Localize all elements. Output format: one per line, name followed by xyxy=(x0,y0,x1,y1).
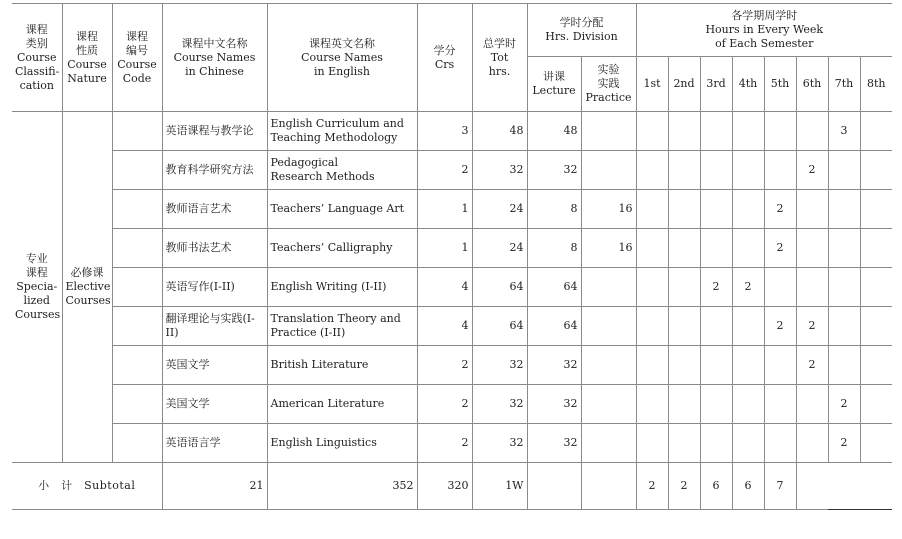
semester-cell: 2 xyxy=(700,268,732,307)
code-cell xyxy=(112,151,162,190)
semester-cell xyxy=(828,151,860,190)
header-lecture: 讲课 Lecture xyxy=(527,57,581,112)
semester-cell xyxy=(764,424,796,463)
semester-cell xyxy=(796,190,828,229)
credits-cell: 2 xyxy=(417,424,472,463)
practice-cell xyxy=(581,268,636,307)
course-name-en: Pedagogical Research Methods xyxy=(267,151,417,190)
course-name-en: American Literature xyxy=(267,385,417,424)
total-hours-cell: 48 xyxy=(472,112,527,151)
semester-cell xyxy=(828,268,860,307)
semester-cell xyxy=(796,112,828,151)
course-name-cn: 翻译理论与实践(I-II) xyxy=(162,307,267,346)
lecture-cell: 32 xyxy=(527,151,581,190)
header-total-hours: 总学时 Tot hrs. xyxy=(472,4,527,112)
semester-cell: 2 xyxy=(796,151,828,190)
semester-cell xyxy=(668,385,700,424)
header-nature: 课程 性质 Course Nature xyxy=(62,4,112,112)
practice-cell xyxy=(581,112,636,151)
semester-cell xyxy=(732,151,764,190)
semester-cell xyxy=(636,424,668,463)
semester-cell xyxy=(700,190,732,229)
semester-cell xyxy=(668,268,700,307)
subtotal-semester-cell xyxy=(796,463,828,510)
semester-cell xyxy=(860,112,892,151)
course-name-en: Teachers’ Language Art xyxy=(267,190,417,229)
semester-cell xyxy=(636,346,668,385)
semester-cell xyxy=(732,307,764,346)
credits-cell: 1 xyxy=(417,190,472,229)
subtotal-semester-cell: 2 xyxy=(636,463,668,510)
practice-cell xyxy=(581,385,636,424)
lecture-cell: 32 xyxy=(527,385,581,424)
semester-cell xyxy=(668,151,700,190)
lecture-cell: 48 xyxy=(527,112,581,151)
header-semester: 1st xyxy=(636,57,668,112)
practice-cell: 16 xyxy=(581,229,636,268)
semester-cell xyxy=(764,346,796,385)
practice-cell xyxy=(581,151,636,190)
header-credits: 学分 Crs xyxy=(417,4,472,112)
semester-cell xyxy=(860,385,892,424)
category-cell: 专业 课程 Specia- lized Courses xyxy=(12,112,62,463)
subtotal-semester-cell: 7 xyxy=(764,463,796,510)
total-hours-cell: 24 xyxy=(472,190,527,229)
subtotal-semester-cell xyxy=(581,463,636,510)
semester-cell xyxy=(828,229,860,268)
course-name-cn: 教育科学研究方法 xyxy=(162,151,267,190)
curriculum-table xyxy=(12,3,892,510)
semester-cell: 2 xyxy=(828,385,860,424)
semester-cell xyxy=(732,385,764,424)
practice-cell: 16 xyxy=(581,190,636,229)
course-name-cn: 美国文学 xyxy=(162,385,267,424)
header-semester: 7th xyxy=(828,57,860,112)
practice-cell xyxy=(581,307,636,346)
semester-cell xyxy=(732,112,764,151)
total-hours-cell: 64 xyxy=(472,268,527,307)
semester-cell xyxy=(700,307,732,346)
semester-cell xyxy=(668,112,700,151)
semester-cell xyxy=(700,112,732,151)
semester-cell xyxy=(668,346,700,385)
semester-cell xyxy=(828,190,860,229)
semester-cell: 2 xyxy=(764,229,796,268)
semester-cell xyxy=(828,346,860,385)
lecture-cell: 8 xyxy=(527,229,581,268)
code-cell xyxy=(112,346,162,385)
semester-cell xyxy=(668,229,700,268)
course-name-cn: 教师语言艺术 xyxy=(162,190,267,229)
header-practice: 实验 实践 Practice xyxy=(581,57,636,112)
semester-cell xyxy=(700,424,732,463)
semester-cell xyxy=(700,151,732,190)
table-row xyxy=(12,112,892,151)
semester-cell xyxy=(700,229,732,268)
header-category: 课程 类别 Course Classifi- cation xyxy=(12,4,62,112)
header-semester: 5th xyxy=(764,57,796,112)
code-cell xyxy=(112,112,162,151)
semester-cell: 3 xyxy=(828,112,860,151)
header-semester: 4th xyxy=(732,57,764,112)
lecture-cell: 8 xyxy=(527,190,581,229)
table-row xyxy=(12,346,892,385)
table-row xyxy=(12,268,892,307)
credits-cell: 2 xyxy=(417,385,472,424)
semester-cell xyxy=(860,229,892,268)
semester-cell xyxy=(636,190,668,229)
credits-cell: 1 xyxy=(417,229,472,268)
header-weekly-hours: 各学期周学时 Hours in Every Week of Each Semester xyxy=(636,4,892,57)
total-hours-cell: 64 xyxy=(472,307,527,346)
course-name-cn: 英国文学 xyxy=(162,346,267,385)
subtotal-total-hours: 352 xyxy=(267,463,417,510)
total-hours-cell: 24 xyxy=(472,229,527,268)
table-row xyxy=(12,307,892,346)
lecture-cell: 64 xyxy=(527,268,581,307)
semester-cell xyxy=(732,424,764,463)
course-name-en: English Writing (I-II) xyxy=(267,268,417,307)
semester-cell xyxy=(668,307,700,346)
table-row xyxy=(12,229,892,268)
semester-cell xyxy=(764,268,796,307)
semester-cell xyxy=(700,346,732,385)
credits-cell: 4 xyxy=(417,307,472,346)
course-name-en: Translation Theory and Practice (I-II) xyxy=(267,307,417,346)
course-name-en: Teachers’ Calligraphy xyxy=(267,229,417,268)
course-name-cn: 英语课程与教学论 xyxy=(162,112,267,151)
course-name-cn: 英语写作(I-II) xyxy=(162,268,267,307)
semester-cell xyxy=(636,229,668,268)
course-name-cn: 英语语言学 xyxy=(162,424,267,463)
subtotal-label: 小 计 Subtotal xyxy=(12,463,162,510)
semester-cell xyxy=(860,268,892,307)
practice-cell xyxy=(581,346,636,385)
code-cell xyxy=(112,424,162,463)
semester-cell xyxy=(860,307,892,346)
code-cell xyxy=(112,190,162,229)
semester-cell xyxy=(636,307,668,346)
header-semester: 3rd xyxy=(700,57,732,112)
subtotal-semester-cell xyxy=(527,463,581,510)
table-row xyxy=(12,385,892,424)
total-hours-cell: 32 xyxy=(472,346,527,385)
subtotal-semester-cell: 6 xyxy=(700,463,732,510)
semester-cell xyxy=(764,385,796,424)
code-cell xyxy=(112,385,162,424)
subtotal-lecture: 320 xyxy=(417,463,472,510)
semester-cell: 2 xyxy=(796,346,828,385)
semester-cell xyxy=(636,112,668,151)
semester-cell xyxy=(860,151,892,190)
subtotal-semester-cell: 2 xyxy=(668,463,700,510)
semester-cell xyxy=(636,268,668,307)
semester-cell xyxy=(732,229,764,268)
subtotal-row xyxy=(12,463,892,510)
semester-cell xyxy=(764,112,796,151)
semester-cell xyxy=(636,385,668,424)
header-semester: 6th xyxy=(796,57,828,112)
course-name-en: English Linguistics xyxy=(267,424,417,463)
header-semester: 8th xyxy=(860,57,892,112)
semester-cell xyxy=(668,424,700,463)
total-hours-cell: 32 xyxy=(472,385,527,424)
practice-cell xyxy=(581,424,636,463)
header-hrs-division: 学时分配 Hrs. Division xyxy=(527,4,636,57)
semester-cell xyxy=(700,385,732,424)
header-name-en: 课程英文名称 Course Names in English xyxy=(267,4,417,112)
code-cell xyxy=(112,307,162,346)
subtotal-semester-cell: 6 xyxy=(732,463,764,510)
nature-cell: 必修课 Elective Courses xyxy=(62,112,112,463)
course-name-en: English Curriculum and Teaching Methodology xyxy=(267,112,417,151)
semester-cell: 2 xyxy=(828,424,860,463)
code-cell xyxy=(112,229,162,268)
credits-cell: 2 xyxy=(417,346,472,385)
code-cell xyxy=(112,268,162,307)
semester-cell xyxy=(796,424,828,463)
semester-cell xyxy=(796,229,828,268)
semester-cell xyxy=(764,151,796,190)
course-name-en: British Literature xyxy=(267,346,417,385)
semester-cell xyxy=(732,346,764,385)
semester-cell xyxy=(796,268,828,307)
semester-cell: 2 xyxy=(764,190,796,229)
semester-cell xyxy=(860,424,892,463)
total-hours-cell: 32 xyxy=(472,424,527,463)
subtotal-practice: 1W xyxy=(472,463,527,510)
semester-cell: 2 xyxy=(764,307,796,346)
semester-cell xyxy=(796,385,828,424)
credits-cell: 4 xyxy=(417,268,472,307)
semester-cell: 2 xyxy=(796,307,828,346)
table-row xyxy=(12,190,892,229)
lecture-cell: 32 xyxy=(527,424,581,463)
semester-cell xyxy=(828,307,860,346)
lecture-cell: 32 xyxy=(527,346,581,385)
semester-cell xyxy=(860,190,892,229)
total-hours-cell: 32 xyxy=(472,151,527,190)
course-name-cn: 教师书法艺术 xyxy=(162,229,267,268)
semester-cell xyxy=(860,346,892,385)
credits-cell: 3 xyxy=(417,112,472,151)
header-code: 课程 编号 Course Code xyxy=(112,4,162,112)
table-row xyxy=(12,151,892,190)
semester-cell: 2 xyxy=(732,268,764,307)
credits-cell: 2 xyxy=(417,151,472,190)
header-semester: 2nd xyxy=(668,57,700,112)
semester-cell xyxy=(636,151,668,190)
semester-cell xyxy=(668,190,700,229)
header-name-cn: 课程中文名称 Course Names in Chinese xyxy=(162,4,267,112)
table-row xyxy=(12,424,892,463)
subtotal-credits: 21 xyxy=(162,463,267,510)
lecture-cell: 64 xyxy=(527,307,581,346)
semester-cell xyxy=(732,190,764,229)
